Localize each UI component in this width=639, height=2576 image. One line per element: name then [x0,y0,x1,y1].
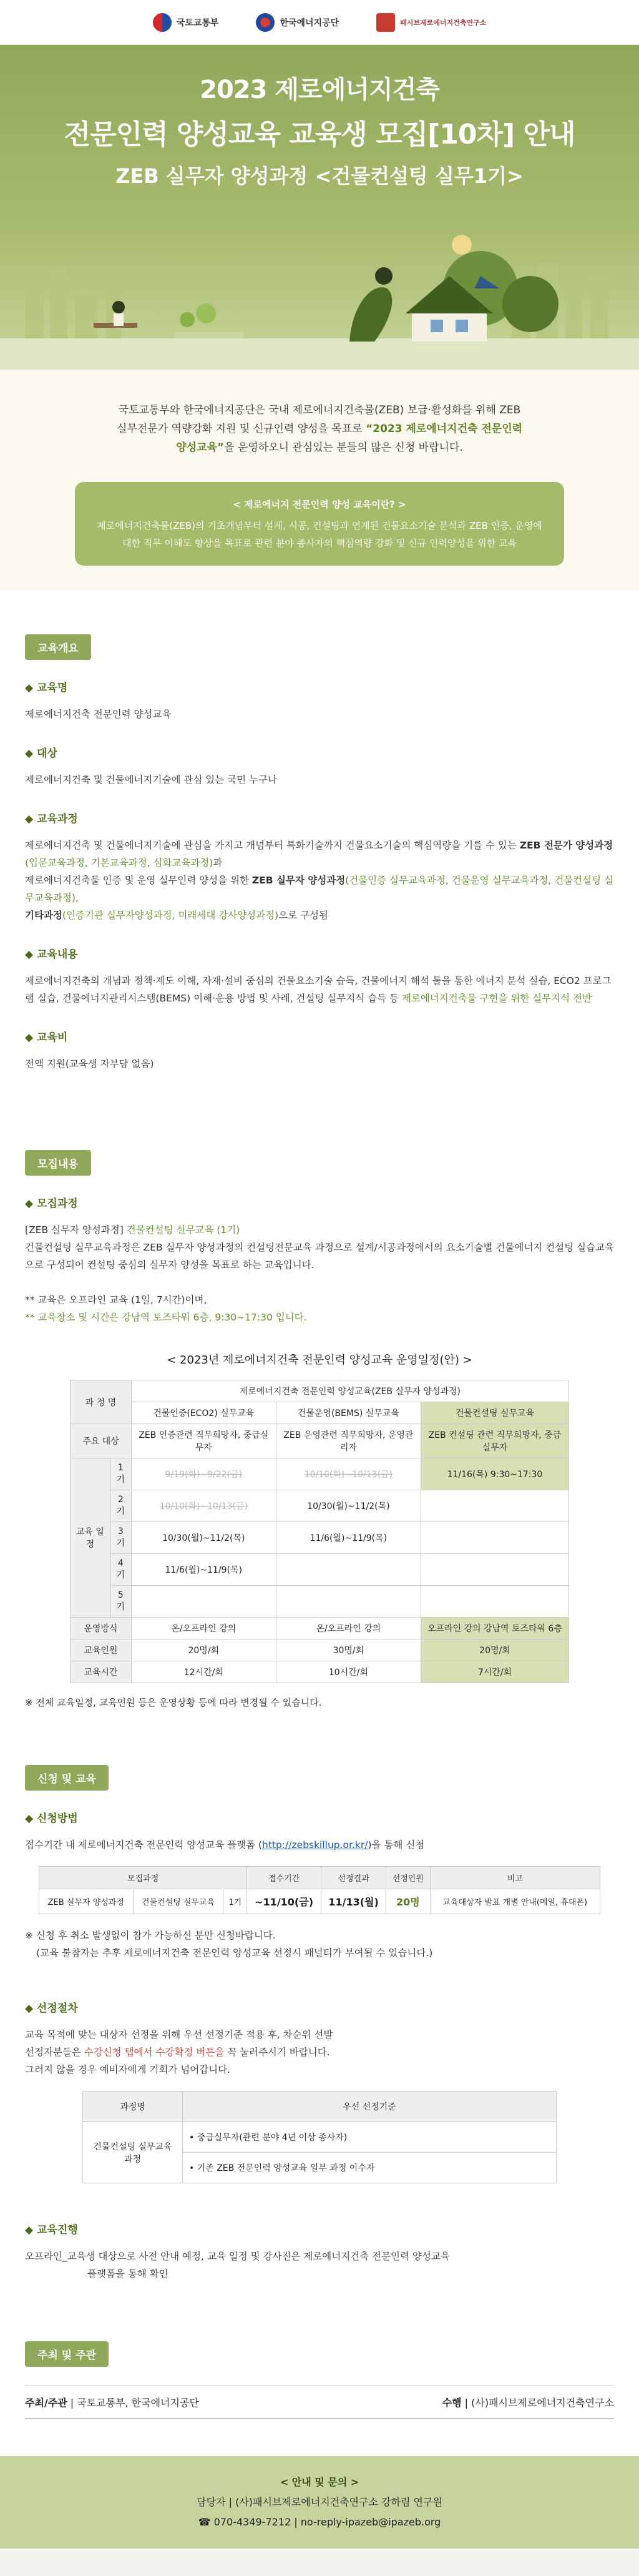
item-select [25,1999,614,2183]
course-bold-3: 기타과정 [25,910,62,921]
apply-cell-result: 11/13(월) [321,1889,386,1914]
item-process [25,1194,614,1326]
footer-contact: 담당자 | (사)패시브제로에너지건축연구소 강하림 연구원 [197,2496,442,2508]
row-target-label: 주요 대상 [71,1424,132,1458]
mode-c1: 온/오프라인 강의 [131,1618,276,1639]
progress-text-2: 플랫폼을 통해 확인 [87,2268,168,2279]
apply-cell-note: 교육대상자 발표 개별 안내(메일, 휴대폰) [430,1889,600,1914]
date-c3 [421,1522,568,1554]
date-c2 [276,1554,421,1586]
process-line-1: [ZEB 실무자 양성과정] [25,1224,127,1236]
row-mode-label: 운영방식 [71,1618,132,1639]
date-c2: 11/6(월)~11/9(목) [276,1522,421,1554]
date-c1: 10/10(화)~10/13(금) [131,1490,276,1522]
schedule-row [71,1522,569,1554]
platform-link[interactable]: http://zebskillup.or.kr/ [262,1839,368,1851]
process-line-4: ** 교육장소 및 시간은 강남역 토즈타워 6층, 9:30~17:30 입니다. [25,1312,307,1323]
round-label: 1기 [110,1458,131,1490]
overview-tag: 교육개요 [25,634,91,660]
process-line-1-green: 건물컨설팅 실무교육 (1기) [126,1224,240,1236]
apply-th-count: 선정인원 [386,1867,430,1889]
item-select-body [25,2026,614,2078]
intro-text-1: 국토교통부와 한국에너지공단은 국내 제로에너지건축물(ZEB) 보급·활성화를 위해 ZEB [118,404,521,416]
course-bold-2: ZEB 실무자 양성과정 [251,875,346,886]
course-text-2: 제로에너지건축물 인증 및 운영 실무인력 양성을 위한 [25,875,252,886]
schedule-row [71,1586,569,1618]
item-progress-body [25,2248,614,2283]
item-fee [25,1028,614,1073]
apply-cell-period: ~11/10(금) [247,1889,321,1914]
footer-phone-email: ☎ 070-4349-7212 | no-reply-ipazeb@ipazeb.org [198,2516,441,2528]
select-text-2b: 꼭 눌러주시기 바랍니다. [224,2047,330,2058]
house-logo-icon [376,13,395,32]
apply-notice-2: (교육 불참자는 추후 제로에너지건축 전문인력 양성교육 선정시 패널티가 부여될 수 있습니다.) [36,1947,433,1959]
time-c2: 10시간/회 [276,1661,421,1683]
course-tail-1: 과 [213,857,223,868]
host-right: 수행 | (사)패시브제로에너지건축연구소 [442,2397,614,2409]
date-c3 [421,1490,568,1522]
row-time-label: 교육시간 [71,1661,132,1683]
crit-th-course: 과정명 [83,2092,183,2122]
footer-title: < 안내 및 문의 > [280,2476,359,2488]
mode-c2: 온/오프라인 강의 [276,1618,421,1639]
content-text: 제로에너지건축의 개념과 정책·제도 이해, 자재·설비 중심의 건물요소기술 습득, 건물에너지 해석 툴을 통한 에너지 분석 실습, ECO2 프로그램 실습, 건물에너지관리시스템(BEMS) 이해·운용 방법 및 사례, 건설팅 실무지식 습득 등 [25,975,612,1004]
item-progress [25,2221,614,2283]
host-right-value: (사)패시브제로에너지건축연구소 [471,2397,614,2409]
recruit-tag: 모집내용 [25,1150,91,1176]
apply-tag: 신청 및 교육 [25,1765,109,1791]
schedule-note: ※ 전체 교육일정, 교육인원 등은 운영상황 등에 따라 변경될 수 있습니다. [25,1697,322,1708]
item-content-body [25,972,614,1007]
round-label: 5기 [110,1586,131,1618]
th-c1: 건물인증(ECO2) 실무교육 [131,1402,276,1424]
date-c1: 10/30(월)~11/2(목) [131,1522,276,1554]
apply-th-course: 모집과정 [39,1867,247,1889]
intro-highlight-2: 양성교육” [176,441,225,454]
logo-kea-text: 한국에너지공단 [280,17,339,28]
date-c2: 10/10(화)~10/13(금) [276,1458,421,1490]
round-label: 4기 [110,1554,131,1586]
date-c1 [131,1586,276,1618]
course-green-2: (건물인증 실무교육과정, 건물운영 실무교육과정, 건물컨설팅 실무교육과정), [25,875,613,903]
item-name-title: ◆ 교육명 [25,679,614,694]
logo-bar [0,0,639,45]
process-line-3: ** 교육은 오프라인 교육 (1일, 7시간)이며, [25,1294,207,1305]
th-c2: 건물운영(BEMS) 실무교육 [276,1402,421,1424]
logo-molit [153,13,219,32]
apply-section [0,1721,639,2316]
overview-section [0,591,639,1106]
apply-cell-a: ZEB 실무자 양성과정 [39,1889,134,1914]
item-method-body [25,1836,614,1854]
criteria-table [82,2091,557,2183]
th-group: 제로에너지건축 전문인력 양성교육(ZEB 실무자 양성과정) [131,1380,568,1402]
target-c3: ZEB 컨설팅 관련 직무희망자, 중급실무자 [421,1424,568,1458]
intro-box-text: 제로에너지건축물(ZEB)의 기초개념부터 설계, 시공, 컨설팅과 연계된 건물요소기술 분석과 ZEB 인증, 운영에 대한 직무 이해도 향상을 목표로 관련 분야 종사자의 핵심역량 강화 및 신규 인력양성을 위한 교육 [97,520,542,549]
kea-emblem-icon [256,13,275,32]
course-bold-1: ZEB 전문가 양성과정 [519,840,613,851]
item-name [25,679,614,723]
item-content [25,945,614,1007]
item-course-title: ◆ 교육과정 [25,810,614,825]
host-tag: 주최 및 주관 [25,2341,109,2367]
crit-row-2: • 기존 ZEB 전문인력 양성교육 일부 과정 이수자 [183,2153,557,2183]
time-c3: 7시간/회 [421,1661,568,1683]
item-fee-title: ◆ 교육비 [25,1028,614,1044]
hero-title-line1: 2023 제로에너지건축 [200,76,439,104]
apply-notice [25,1927,614,1962]
item-content-title: ◆ 교육내용 [25,945,614,961]
select-highlight: 수강신청 탭에서 수강확정 버튼을 [84,2047,225,2058]
item-progress-title: ◆ 교육진행 [25,2221,614,2236]
round-label: 2기 [110,1490,131,1522]
course-tail-3: 으로 구성됨 [278,910,328,921]
logo-kea [256,13,339,32]
row-people-label: 교육인원 [71,1639,132,1661]
progress-text-1: 오프라인_교육생 대상으로 사전 안내 예정, 교육 일정 및 강사진은 제로에너지건축 전문인력 양성교육 [25,2251,450,2262]
item-process-title: ◆ 모집과정 [25,1194,614,1210]
intro-section [0,370,639,591]
time-c1: 12시간/회 [131,1661,276,1683]
target-c2: ZEB 운영관련 직무희망자, 운영관리자 [276,1424,421,1458]
course-green-3: (인증기관 실무자양성과정, 미래세대 강사양성과정) [62,910,279,921]
item-fee-body: 전액 지원(교육생 자부담 없음) [25,1058,154,1069]
apply-cell-count: 20명 [386,1889,430,1914]
crit-row-1: • 중급실무자(관련 분야 4년 이상 종사자) [183,2122,557,2153]
hero-subtitle: ZEB 실무자 양성과정 <건물컨설팅 실무1기> [115,164,524,188]
apply-notice-1: ※ 신청 후 취소 발생없이 참가 가능하신 분만 신청바랍니다. [25,1930,276,1941]
date-c1: 9/19(화)~9/22(금) [131,1458,276,1490]
schedule-table [70,1380,569,1683]
select-text-1: 교육 목적에 맞는 대상자 선정을 위해 우선 선정기준 적용 후, 차순위 선발 [25,2029,333,2040]
apply-table [39,1866,600,1914]
course-green-1: (입문교육과정, 기본교육과정, 심화교육과정) [25,857,213,868]
host-right-label: 수행 [442,2397,462,2409]
intro-box-title: < 제로에너지 전문인력 양성 교육이란? > [233,499,406,510]
intro-box [75,482,564,566]
item-name-body: 제로에너지건축 전문인력 양성교육 [25,709,172,720]
date-c2: 10/30(월)~11/2(목) [276,1490,421,1522]
host-row [25,2386,614,2419]
logo-third [376,13,486,32]
hero-illustration [0,195,639,370]
content-green: 제로에너지건축물 구현을 위한 실무지식 전반 [401,993,592,1004]
people-c2: 30명/회 [276,1639,421,1661]
date-c1: 11/6(월)~11/9(목) [131,1554,276,1586]
round-label: 3기 [110,1522,131,1554]
item-target [25,744,614,789]
host-left-label: 주최/주관 [25,2397,67,2409]
target-c1: ZEB 인증관련 직무희망자, 중급실무자 [131,1424,276,1458]
apply-cell-b: 건물컨설팅 실무교육 [133,1889,223,1914]
crit-1: 중급실무자(관련 분야 4년 이상 종사자) [197,2133,348,2143]
host-left-value: 국토교통부, 한국에너지공단 [77,2397,199,2409]
method-text-2: )을 통해 신청 [368,1839,425,1851]
course-text-1: 제로에너지건축 및 건물에너지기술에 관심을 가지고 개념부터 특화기술까지 건물요소기술의 핵심역량을 기를 수 있는 [25,840,520,851]
crit-2: 기존 ZEB 전문인력 양성교육 일부 과정 이수자 [197,2163,375,2173]
host-left: 주최/주관 | 국토교통부, 한국에너지공단 [25,2397,199,2409]
intro-text-3: 을 운영하오니 관심있는 분들의 많은 신청 바랍니다. [224,441,463,454]
date-c3: 11/16(목) 9:30~17:30 [421,1458,568,1490]
people-c1: 20명/회 [131,1639,276,1661]
select-text-2a: 선정자분들은 [25,2047,84,2058]
schedule-table-title: < 2023년 제로에너지건축 전문인력 양성교육 운영일정(안) > [167,1354,472,1367]
hero-banner [0,45,639,370]
method-text-1: 접수기간 내 제로에너지건축 전문인력 양성교육 플랫폼 ( [25,1839,262,1851]
item-target-title: ◆ 대상 [25,744,614,760]
hero-title-line2: 전문인력 양성교육 교육생 모집[10차] 안내 [64,119,575,150]
select-text-3: 그러지 않을 경우 예비자에게 기회가 넘어갑니다. [25,2064,231,2075]
date-c2 [276,1586,421,1618]
intro-highlight-1: “2023 제로에너지건축 전문인력 [366,423,523,435]
th-course: 과 정 명 [71,1380,132,1424]
process-line-2: 건물컨설팅 실무교육과정은 ZEB 실무자 양성과정의 컨설팅전문교육 과정으로 설계/시공과정에서의 요소기술별 건물에너지 컨설팅 실습교육으로 구성되어 컨설팅 중심의 실무자 양성을 목표로 하는 교육입니다. [25,1242,614,1271]
item-target-body: 제로에너지건축 및 건물에너지기술에 관심 있는 국민 누구나 [25,774,277,785]
molit-emblem-icon [153,13,172,32]
item-course [25,810,614,924]
item-method-title: ◆ 신청방법 [25,1809,614,1825]
apply-th-result: 선정결과 [321,1867,386,1889]
footer [0,2456,639,2549]
item-method [25,1809,614,1962]
logo-third-text: 패시브제로에너지건축연구소 [400,18,487,27]
date-c3 [421,1586,568,1618]
schedule-row [71,1458,569,1490]
row-sched-label: 교육 일정 [71,1458,110,1618]
item-process-body [25,1221,614,1326]
th-c3: 건물컨설팅 실무교육 [421,1402,568,1424]
crit-course-name: 건물컨설팅 실무교육과정 [83,2122,183,2183]
apply-th-period: 접수기간 [247,1867,321,1889]
item-course-body [25,837,614,924]
host-section [0,2316,639,2456]
apply-th-note: 비고 [430,1867,600,1889]
people-c3: 20명/회 [421,1639,568,1661]
schedule-row [71,1554,569,1586]
intro-text-2: 실무전문가 역량강화 지원 및 신규인력 양성을 목표로 [116,423,366,435]
date-c3 [421,1554,568,1586]
item-select-title: ◆ 선정절차 [25,1999,614,2015]
apply-cell-c: 1기 [223,1889,247,1914]
crit-th-criteria: 우선 선정기준 [183,2092,557,2122]
mode-c3: 오프라인 강의 강남역 토즈타워 6층 [421,1618,568,1639]
recruit-section [0,1106,639,1721]
logo-molit-text: 국토교통부 [176,17,219,28]
intro-paragraph [50,401,589,457]
schedule-row [71,1490,569,1522]
